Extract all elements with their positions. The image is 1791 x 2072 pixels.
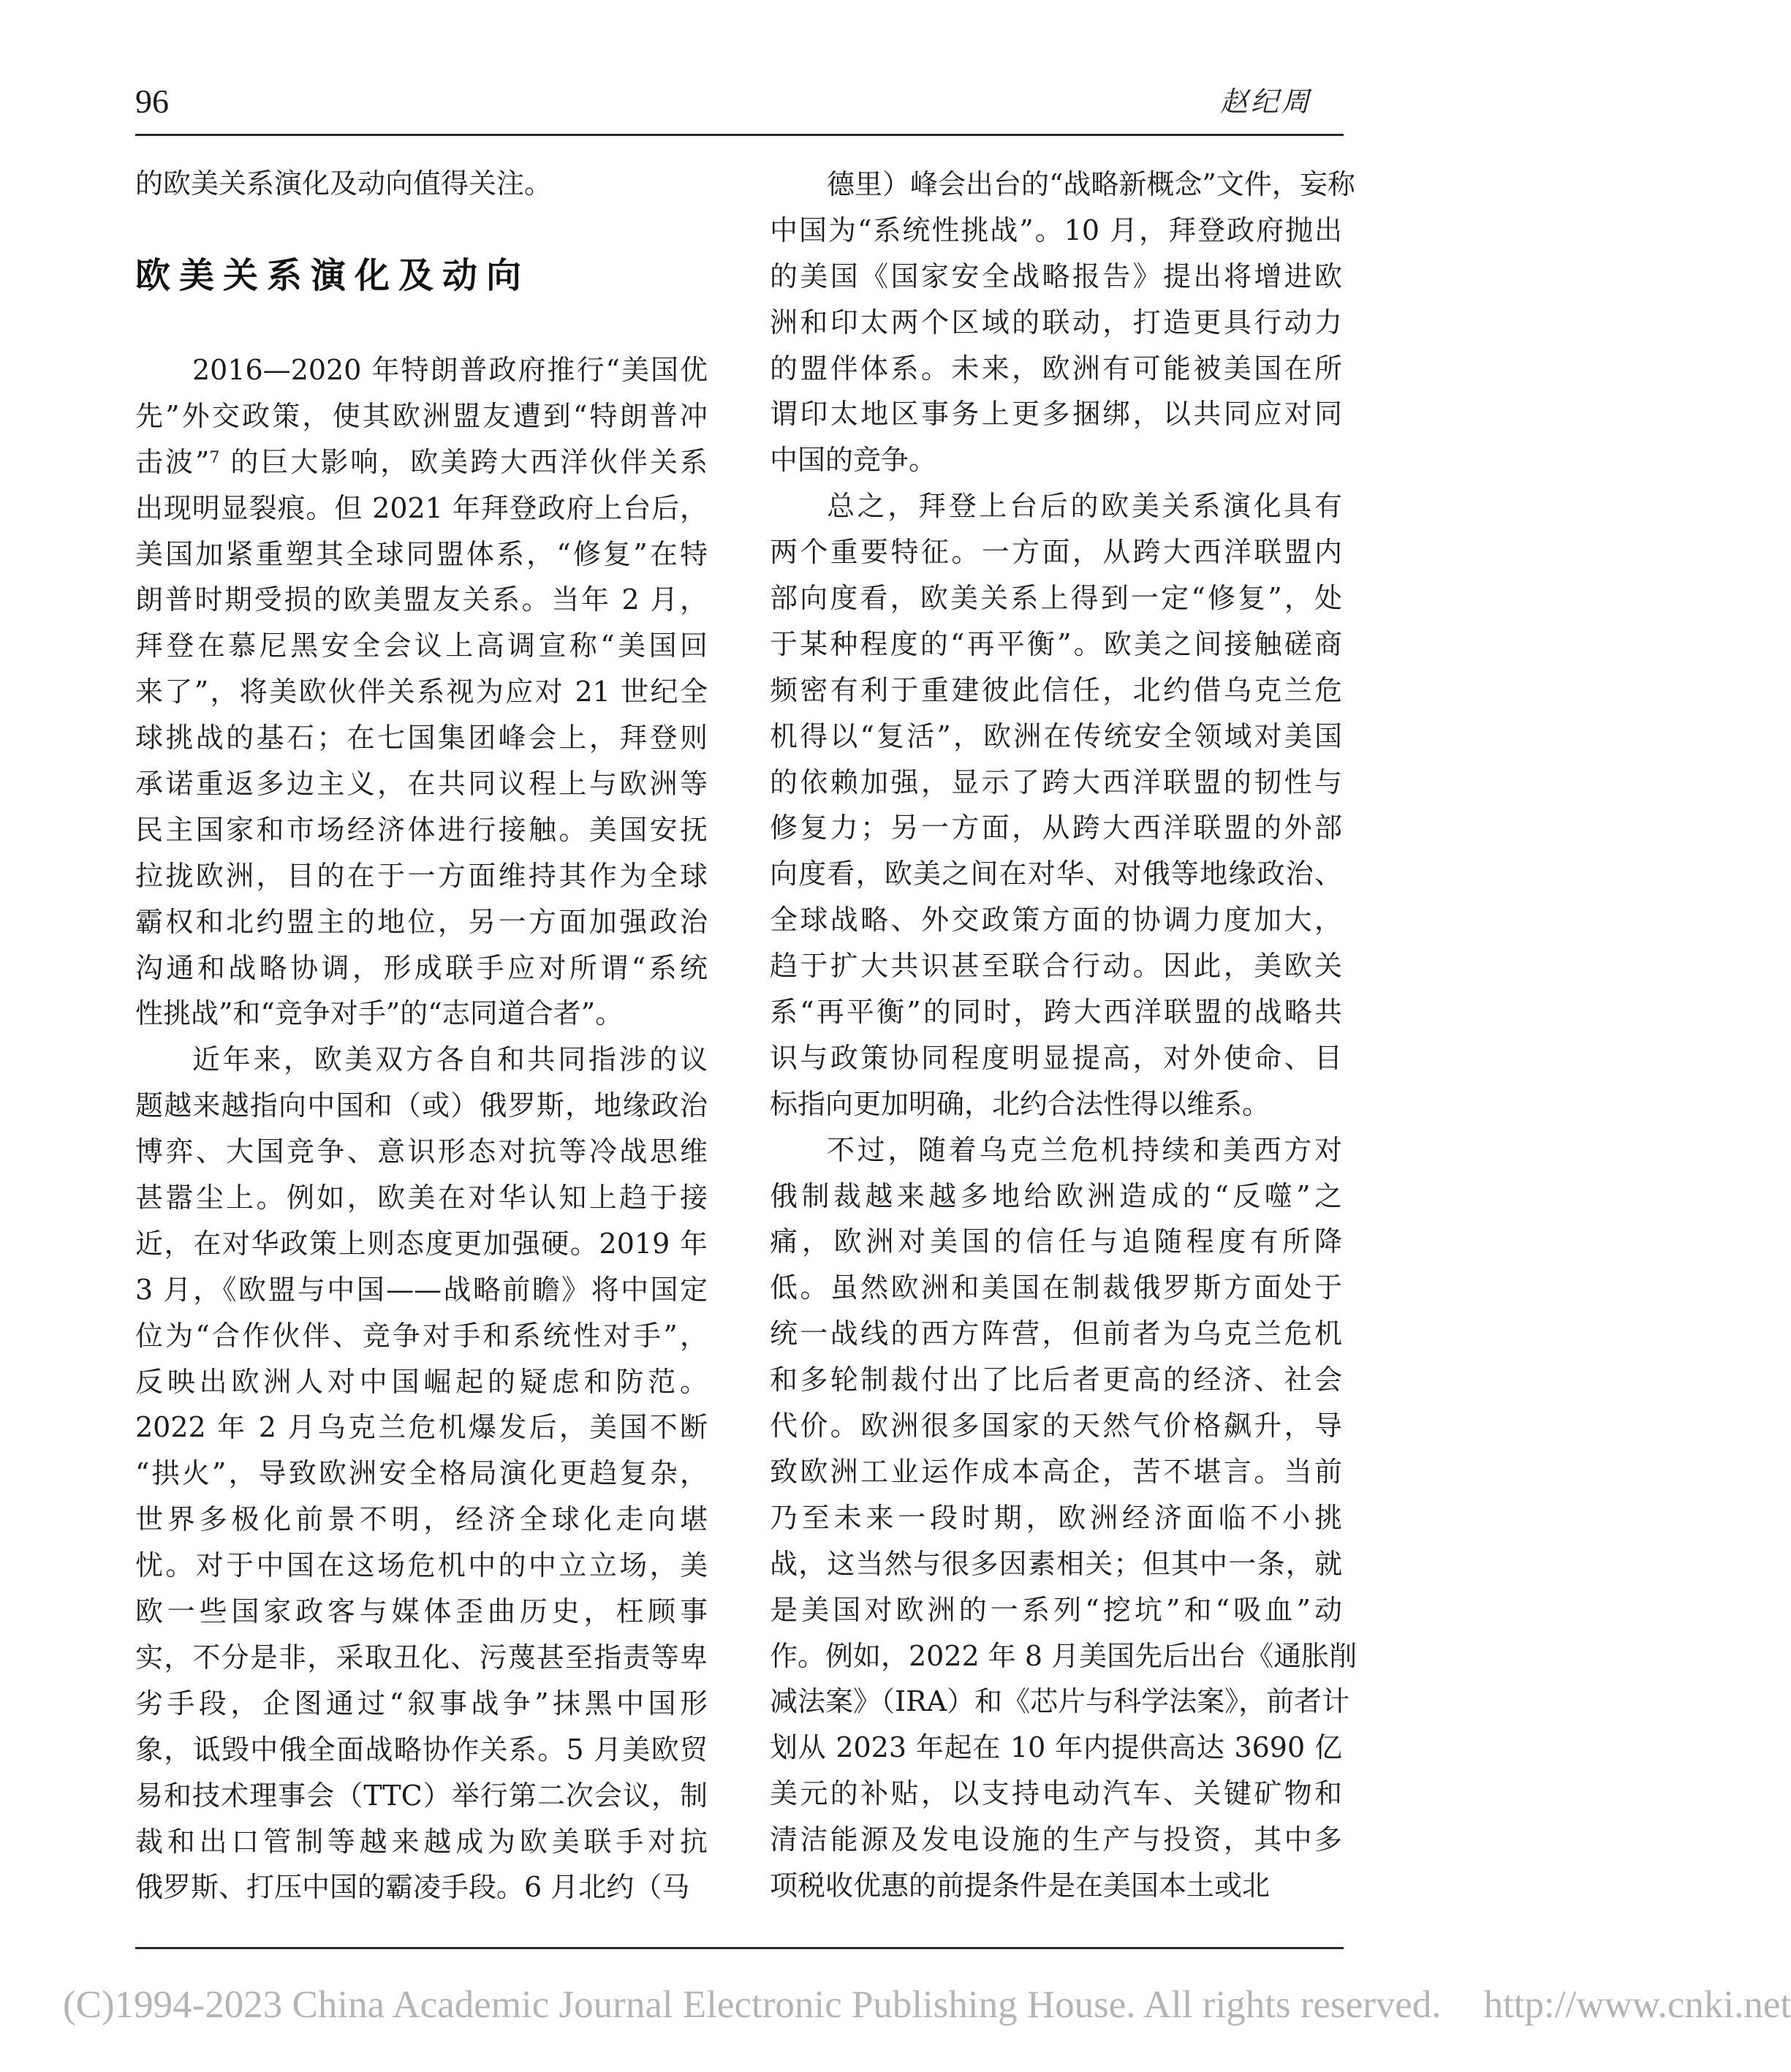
paragraph-line: 劣手段，企图通过“叙事战争”抹黑中国形 bbox=[135, 1687, 708, 1720]
copyright-footer bbox=[63, 1983, 1791, 2027]
paragraph-line: 部向度看，欧美关系上得到一定“修复”，处 bbox=[770, 582, 1342, 615]
paragraph-line: 战，这当然与很多因素相关；但其中一条，就 bbox=[770, 1547, 1342, 1580]
paragraph-line: 致欧洲工业运作成本高企，苦不堪言。当前 bbox=[770, 1455, 1342, 1488]
paragraph-line: 拉拢欧洲，目的在于一方面维持其作为全球 bbox=[135, 859, 708, 892]
paragraph-line: “拱火”，导致欧洲安全格局演化更趋复杂， bbox=[135, 1457, 708, 1490]
paragraph-line: 减法案》（IRA）和《芯片与科学法案》，前者计 bbox=[770, 1685, 1350, 1718]
paragraph-line: 谓印太地区事务上更多捆绑，以共同应对同 bbox=[770, 398, 1342, 431]
paragraph-first-line: 近年来，欧美双方各自和共同指涉的议 bbox=[192, 1043, 708, 1076]
header-rule bbox=[135, 134, 1344, 136]
text-run: 的巨大影响，欧美跨大西洋伙伴关系 bbox=[219, 445, 708, 478]
paragraph-line: 反映出欧洲人对中国崛起的疑虑和防范。 bbox=[135, 1365, 708, 1398]
paragraph-first-line: 总之，拜登上台后的欧美关系演化具有 bbox=[827, 490, 1342, 523]
paragraph-line: 民主国家和市场经济体进行接触。美国安抚 bbox=[135, 813, 708, 846]
paragraph-line: 机得以“复活”，欧洲在传统安全领域对美国 bbox=[770, 719, 1342, 752]
paragraph-line: 清洁能源及发电设施的生产与投资，其中多 bbox=[770, 1823, 1342, 1856]
paragraph-line: 朗普时期受损的欧美盟友关系。当年 2 月， bbox=[135, 583, 708, 616]
paragraph-line: 俄制裁越来越多地给欧洲造成的“反噬”之 bbox=[770, 1179, 1342, 1212]
paragraph-line: 是美国对欧洲的一系列“挖坑”和“吸血”动 bbox=[770, 1593, 1342, 1626]
paragraph-first-line: 2016—2020 年特朗普政府推行“美国优 bbox=[192, 354, 708, 386]
footnote-marker[interactable]: 7 bbox=[209, 448, 220, 467]
paragraph-line: 洲和印太两个区域的联动，打造更具行动力 bbox=[770, 306, 1342, 339]
paragraph-line: 项税收优惠的前提条件是在美国本土或北 bbox=[770, 1869, 1271, 1902]
paragraph-line: 2022 年 2 月乌克兰危机爆发后，美国不断 bbox=[135, 1411, 708, 1444]
paragraph-line: 划从 2023 年起在 10 年内提供高达 3690 亿 bbox=[770, 1731, 1342, 1764]
paragraph-line: 于某种程度的“再平衡”。欧美之间接触磋商 bbox=[770, 627, 1342, 660]
paragraph-first-line: 不过，随着乌克兰危机持续和美西方对 bbox=[827, 1133, 1342, 1166]
paragraph-line: 频密有利于重建彼此信任，北约借乌克兰危 bbox=[770, 673, 1342, 706]
paragraph-line: 标指向更加明确，北约合法性得以维系。 bbox=[770, 1087, 1271, 1120]
footnote-rule bbox=[135, 1947, 1344, 1949]
paragraph-first-line: 德里）峰会出台的“战略新概念”文件，妄称 bbox=[827, 168, 1355, 200]
paragraph-line: 性挑战”和“竞争对手”的“志同道合者”。 bbox=[135, 997, 624, 1030]
paragraph-line: 象，诋毁中俄全面战略协作关系。5 月美欧贸 bbox=[135, 1733, 708, 1766]
paragraph-line: 题越来越指向中国和（或）俄罗斯，地缘政治 bbox=[135, 1089, 708, 1122]
copyright-text: (C)1994-2023 China Academic Journal Electronic Publishing House. All rights reserved. bbox=[63, 1984, 1442, 2026]
paragraph-line: 两个重要特征。一方面，从跨大西洋联盟内 bbox=[770, 536, 1342, 569]
running-head-author: 赵纪周 bbox=[1219, 86, 1312, 118]
paragraph-line: 的美国《国家安全战略报告》提出将增进欧 bbox=[770, 260, 1342, 292]
paragraph-line bbox=[135, 439, 708, 485]
paragraph-line: 先”外交政策，使其欧洲盟友遭到“特朗普冲 bbox=[135, 399, 708, 432]
section-heading: 欧美关系演化及动向 bbox=[135, 255, 531, 296]
paragraph-line: 美元的补贴，以支持电动汽车、关键矿物和 bbox=[770, 1777, 1342, 1810]
paragraph-line: 俄罗斯、打压中国的霸凌手段。6 月北约（马 bbox=[135, 1871, 690, 1904]
paragraph-line: 低。虽然欧洲和美国在制裁俄罗斯方面处于 bbox=[770, 1271, 1342, 1304]
paragraph-line: 世界多极化前景不明，经济全球化走向堪 bbox=[135, 1503, 708, 1536]
paragraph-line: 近，在对华政策上则态度更加强硬。2019 年 bbox=[135, 1227, 708, 1260]
paragraph-line: 向度看，欧美之间在对华、对俄等地缘政治、 bbox=[770, 858, 1342, 891]
paragraph-line: 3 月，《欧盟与中国——战略前瞻》将中国定 bbox=[135, 1273, 708, 1306]
paragraph-line: 的盟伴体系。未来，欧洲有可能被美国在所 bbox=[770, 352, 1342, 385]
paragraph-line: 识与政策协同程度明显提高，对外使命、目 bbox=[770, 1041, 1342, 1074]
paragraph-line: 博弈、大国竞争、意识形态对抗等冷战思维 bbox=[135, 1135, 708, 1168]
paragraph-line: 出现明显裂痕。但 2021 年拜登政府上台后， bbox=[135, 491, 708, 524]
paragraph-line: 拜登在慕尼黑安全会议上高调宣称“美国回 bbox=[135, 629, 708, 662]
paragraph-line: 易和技术理事会（TTC）举行第二次会议，制 bbox=[135, 1779, 708, 1812]
lead-line: 的欧美关系演化及动向值得关注。 bbox=[135, 167, 553, 200]
paragraph-line: 承诺重返多边主义，在共同议程上与欧洲等 bbox=[135, 768, 708, 801]
paragraph-line: 趋于扩大共识甚至联合行动。因此，美欧关 bbox=[770, 950, 1342, 983]
paragraph-line: 沟通和战略协调，形成联手应对所谓“系统 bbox=[135, 951, 708, 984]
left-paragraphs bbox=[135, 347, 708, 1910]
paragraph-line: 欧一些国家政客与媒体歪曲历史，枉顾事 bbox=[135, 1595, 708, 1628]
paragraph-line: 位为“合作伙伴、竞争对手和系统性对手”， bbox=[135, 1319, 708, 1352]
paragraph-line: 甚嚣尘上。例如，欧美在对华认知上趋于接 bbox=[135, 1181, 708, 1214]
paragraph-line: 忧。对于中国在这场危机中的中立立场，美 bbox=[135, 1549, 708, 1582]
paragraph-line: 和多轮制裁付出了比后者更高的经济、社会 bbox=[770, 1364, 1342, 1396]
paragraph-line: 修复力；另一方面，从跨大西洋联盟的外部 bbox=[770, 812, 1342, 844]
paragraph-line: 实，不分是非，采取丑化、污蔑甚至指责等卑 bbox=[135, 1641, 708, 1674]
paragraph-line: 系“再平衡”的同时，跨大西洋联盟的战略共 bbox=[770, 996, 1342, 1029]
text-run: 击波” bbox=[135, 445, 210, 478]
right-column bbox=[770, 162, 1358, 1909]
paragraph-line: 美国加紧重塑其全球同盟体系，“修复”在特 bbox=[135, 537, 708, 570]
paragraph-line: 霸权和北约盟主的地位，另一方面加强政治 bbox=[135, 905, 708, 938]
paragraph-line: 全球战略、外交政策方面的协调力度加大， bbox=[770, 904, 1342, 937]
page-number: 96 bbox=[135, 83, 169, 120]
footer-url[interactable]: http://www.cnki.net bbox=[1483, 1984, 1791, 2026]
paragraph-line: 作。例如，2022 年 8 月美国先后出台《通胀削 bbox=[770, 1639, 1358, 1672]
paragraph-line: 来了”，将美欧伙伴关系视为应对 21 世纪全 bbox=[135, 676, 708, 708]
paragraph-line: 裁和出口管制等越来越成为欧美联手对抗 bbox=[135, 1825, 708, 1858]
paragraph-line: 乃至未来一段时期，欧洲经济面临不小挑 bbox=[770, 1501, 1342, 1534]
paragraph-line: 统一战线的西方阵营，但前者为乌克兰危机 bbox=[770, 1317, 1342, 1350]
paragraph-line: 的依赖加强，显示了跨大西洋联盟的韧性与 bbox=[770, 765, 1342, 798]
paragraph-line: 痛，欧洲对美国的信任与追随程度有所降 bbox=[770, 1225, 1342, 1258]
paragraph-line: 代价。欧洲很多国家的天然气价格飙升，导 bbox=[770, 1410, 1342, 1443]
paragraph-line: 中国的竞争。 bbox=[770, 444, 937, 477]
paragraph-line: 球挑战的基石；在七国集团峰会上，拜登则 bbox=[135, 722, 708, 755]
paragraph-line: 中国为“系统性挑战”。10 月，拜登政府抛出 bbox=[770, 213, 1342, 246]
